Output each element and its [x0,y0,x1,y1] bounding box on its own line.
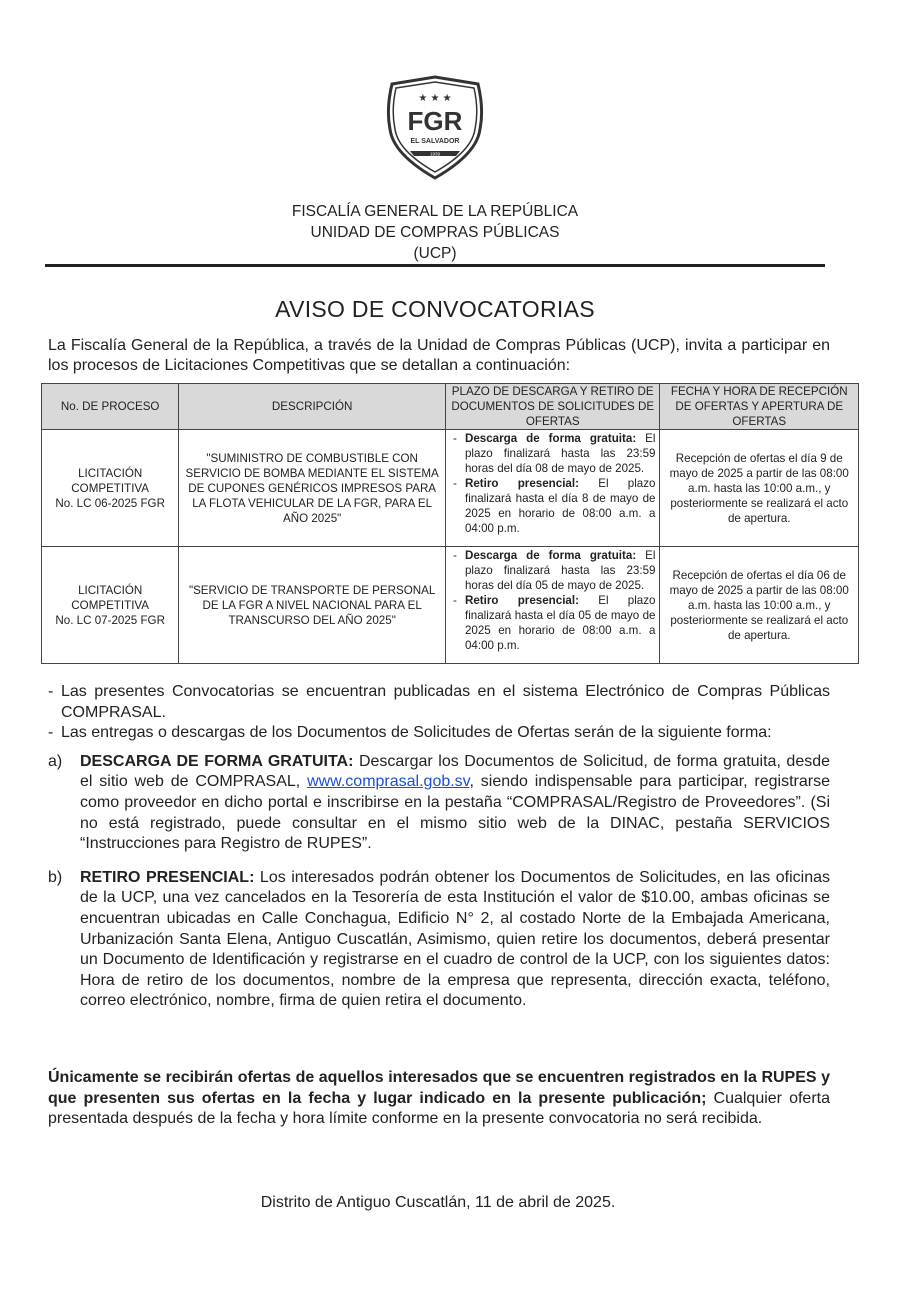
header-proceso: No. DE PROCESO [42,384,179,430]
note-bullet: - Las presentes Convocatorias se encuentran publicadas en el sistema Electrónico de Compras Públicas COMPRASAL. [48,683,830,721]
item-descarga [48,752,830,855]
item-retiro [48,868,830,1012]
plazo-text: El plazo finalizará hasta las 23:59 horas del día 05 de mayo de 2025. [464,549,656,592]
header-recepcion: FECHA Y HORA DE RECEPCIÓN DE OFERTAS Y APERTURA DE OFERTAS [660,384,859,430]
cell-descripcion: "SERVICIO DE TRANSPORTE DE PERSONAL DE LA FGR A NIVEL NACIONAL PARA EL TRANSCURSO DEL AÑO 2025" [179,547,446,664]
plazo-item: - Descarga de forma gratuita: El plazo finalizará hasta las 23:59 horas del día 05 de mayo de 2025. [452,549,656,592]
plazo-text: El plazo finalizará hasta las 23:59 horas del día 08 de mayo de 2025. [464,432,656,475]
unit-abbr: (UCP) [413,245,457,262]
cell-plazo [445,547,660,664]
stars-icon: ★ ★ ★ [418,93,452,104]
unit-name: UNIDAD DE COMPRAS PÚBLICAS [310,224,560,241]
item-heading: DESCARGA DE FORMA GRATUITA: [80,752,354,770]
table-row [42,547,859,664]
plazo-item: - Retiro presencial: El plazo finalizará hasta el día 05 de mayo de 2025 en horario de 08:00 a.m. a 04:00 p.m. [452,594,656,652]
note-bullet: - Las entregas o descargas de los Documentos de Solicitudes de Ofertas serán de la siguiente forma: [48,724,772,742]
plazo-text: El plazo finalizará hasta el día 8 de mayo de 2025 en horario de 08:00 a.m. a 04:00 p.m. [464,477,656,535]
cell-recepcion: Recepción de ofertas el día 9 de mayo de 2025 a partir de las 08:00 a.m. hasta las 10:00 a.m., y posteriormente se realizará el acto de apertura. [660,430,859,547]
table-header-row [42,384,859,430]
svg-text:1939: 1939 [429,151,441,157]
item-heading: RETIRO PRESENCIAL: [80,868,255,886]
table-row [42,430,859,547]
plazo-item: - Retiro presencial: El plazo finalizará hasta el día 8 de mayo de 2025 en horario de 08:00 a.m. a 04:00 p.m. [452,477,656,535]
svg-text:EL SALVADOR: EL SALVADOR [410,138,460,145]
plazo-label: Descarga de forma gratuita: [464,432,637,445]
cell-recepcion: Recepción de ofertas el día 06 de mayo de 2025 a partir de las 08:00 a.m. hasta las 10:00 a.m., y posteriormente se realizará el acto de apertura. [660,547,859,664]
final-bold-text: Únicamente se recibirán ofertas de aquellos interesados que se encuentren registrados en la RUPES y que presenten sus ofertas en la fecha y lugar indicado en la presente publicación; [48,1069,830,1107]
proceso-number: No. LC 07-2025 FGR [55,613,165,627]
proceso-type: LICITACIÓN COMPETITIVA [71,583,150,612]
item-letter: b) [48,868,63,886]
page-title: AVISO DE CONVOCATORIAS [275,296,595,322]
proceso-number: No. LC 06-2025 FGR [55,496,165,510]
item-text: Los interesados podrán obtener los Documentos de Solicitudes, en las oficinas de la UCP, una vez cancelados en la Tesorería de esta Institución el valor de $10.00, ambas oficinas se encuentran ubicadas en Calle Conchagua, Edificio N° 2, al costado Norte de la Embajada Americana, Urbanización Santa Elena, Antiguo Cuscatlán, Asimismo, quien retire los documentos, deberá presentar un Documento de Identificación y registrarse en el cuadro de control de la UCP, con los siguientes datos: Hora de retiro de los documentos, nombre de la empresa que representa, dirección exacta, teléfono, correo electrónico, nombre, firma de quien retira el documento. [80,868,831,1010]
item-text: Descargar los Documentos de Solicitud, de forma gratuita, desde el sitio web de COMPRASAL, [80,752,831,791]
note-text: Las presentes Convocatorias se encuentran publicadas en el sistema Electrónico de Compras Públicas COMPRASAL. [61,683,830,721]
intro-paragraph: La Fiscalía General de la República, a través de la Unidad de Compras Públicas (UCP), invita a participar en los procesos de Licitaciones Competitivas que se detallan a continuación: [48,337,830,374]
cell-plazo [445,430,660,547]
plazo-item: - Descarga de forma gratuita: El plazo finalizará hasta las 23:59 horas del día 08 de mayo de 2025. [452,432,656,475]
cell-proceso [42,430,179,547]
place-date: Distrito de Antiguo Cuscatlán, 11 de abril de 2025. [260,1194,616,1211]
final-paragraph [48,1068,830,1130]
proceso-type: LICITACIÓN COMPETITIVA [71,466,150,495]
comprasal-link[interactable]: www.comprasal.gob.sv [307,773,470,791]
notes-section [48,682,830,1012]
plazo-label: Descarga de forma gratuita: [464,549,637,562]
header-descripcion: DESCRIPCIÓN [179,384,446,430]
item-text: , siendo indispensable para participar, registrarse como proveedor en dicho portal e inscribirse en la pestaña “COMPRASAL/Registro de Proveedores”. (Si no está registrado, puede consultar en el mismo sitio web de la DINAC, pestaña SERVICIOS “Instrucciones para Registro de RUPES”. [80,773,830,853]
fgr-logo [382,74,488,182]
note-text: Las entregas o descargas de los Documentos de Solicitudes de Ofertas serán de la siguiente forma: [61,724,772,742]
svg-text:FGR: FGR [407,106,463,136]
header-divider [45,264,825,267]
item-letter: a) [48,752,63,770]
plazo-label: Retiro presencial: [464,594,579,607]
plazo-label: Retiro presencial: [464,477,579,490]
plazo-text: El plazo finalizará hasta el día 05 de mayo de 2025 en horario de 08:00 a.m. a 04:00 p.m. [464,594,656,652]
procesos-table [41,383,859,664]
org-name: FISCALÍA GENERAL DE LA REPÚBLICA [291,203,579,220]
cell-descripcion: "SUMINISTRO DE COMBUSTIBLE CON SERVICIO DE BOMBA MEDIANTE EL SISTEMA DE CUPONES GENÉRICOS IMPRESOS PARA LA FLOTA VEHICULAR DE LA FGR, PARA EL AÑO 2025" [179,430,446,547]
cell-proceso [42,547,179,664]
header-plazo: PLAZO DE DESCARGA Y RETIRO DE DOCUMENTOS DE SOLICITUDES DE OFERTAS [445,384,660,430]
final-text: Cualquier oferta presentada después de la fecha y hora límite conforme en la presente convocatoria no será recibida. [48,1089,830,1128]
